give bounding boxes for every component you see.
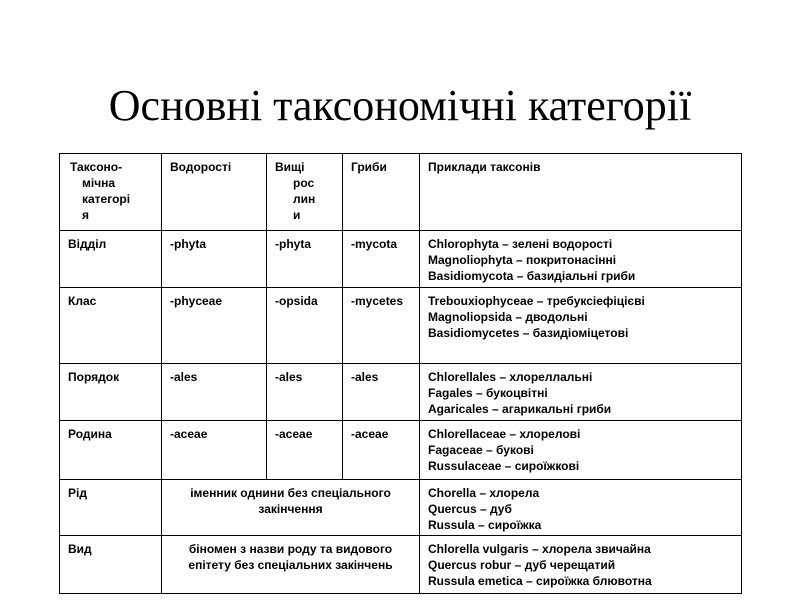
header-category: Таксоно- мічна категорі я bbox=[60, 154, 162, 231]
table-header-row bbox=[60, 154, 742, 231]
row-category: Вид bbox=[60, 536, 162, 594]
header-higher-plants: Вищі рос лин и bbox=[267, 154, 343, 231]
taxonomy-table bbox=[59, 153, 742, 594]
row-algae-suffix: -phyta bbox=[162, 231, 267, 288]
row-examples: Chlorellaceae – хлорелові Fagaceae – букові Russulaceae – сироїжкові bbox=[420, 421, 742, 480]
table-row bbox=[60, 536, 742, 594]
row-algae-suffix: -aceae bbox=[162, 421, 267, 480]
row-examples: Chlorellales – хлореллальні Fagales – букоцвітні Agaricales – агарикальні гриби bbox=[420, 364, 742, 421]
header-fungi: Гриби bbox=[343, 154, 420, 231]
table-row bbox=[60, 421, 742, 480]
row-examples: Trebouxiophyceae – требуксіефіцієві Magnoliopsida – дводольні Basidiomycetes – базидіоміцетові bbox=[420, 288, 742, 364]
row-fungi-suffix: -aceae bbox=[343, 421, 420, 480]
row-merged-suffix: іменник однини без спеціального закінчення bbox=[162, 480, 420, 536]
row-merged-suffix: біномен з назви роду та видового епітету без спеціальних закінчень bbox=[162, 536, 420, 594]
row-examples: Chorella – хлорела Quercus – дуб Russula – сироїжка bbox=[420, 480, 742, 536]
table-row bbox=[60, 364, 742, 421]
row-category: Рід bbox=[60, 480, 162, 536]
header-examples: Приклади таксонів bbox=[420, 154, 742, 231]
table-row bbox=[60, 288, 742, 364]
row-plants-suffix: -opsida bbox=[267, 288, 343, 364]
row-algae-suffix: -phyceae bbox=[162, 288, 267, 364]
row-fungi-suffix: -mycota bbox=[343, 231, 420, 288]
row-examples: Chlorophyta – зелені водорості Magnoliophyta – покритонасінні Basidiomycota – базидіальні гриби bbox=[420, 231, 742, 288]
row-plants-suffix: -phyta bbox=[267, 231, 343, 288]
row-fungi-suffix: -mycetes bbox=[343, 288, 420, 364]
page-title: Основні таксономічні категорії bbox=[108, 81, 692, 130]
row-category: Порядок bbox=[60, 364, 162, 421]
row-category: Клас bbox=[60, 288, 162, 364]
row-category: Родина bbox=[60, 421, 162, 480]
row-plants-suffix: -ales bbox=[267, 364, 343, 421]
row-category: Відділ bbox=[60, 231, 162, 288]
row-algae-suffix: -ales bbox=[162, 364, 267, 421]
header-algae: Водорості bbox=[162, 154, 267, 231]
table-row bbox=[60, 480, 742, 536]
table-row bbox=[60, 231, 742, 288]
row-plants-suffix: -aceae bbox=[267, 421, 343, 480]
row-fungi-suffix: -ales bbox=[343, 364, 420, 421]
row-examples: Chlorella vulgaris – хлорела звичайна Quercus robur – дуб черещатий Russula emetica – сироїжка блювотна bbox=[420, 536, 742, 594]
